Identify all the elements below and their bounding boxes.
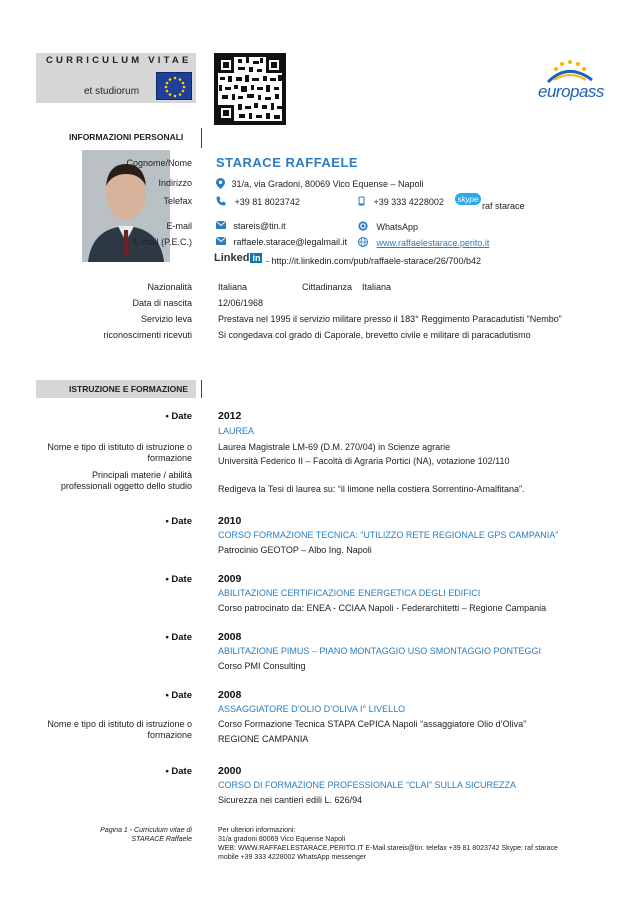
entry-year: 2000 [218,765,242,777]
entry-line: REGIONE CAMPANIA [218,734,309,744]
whatsapp-icon [358,221,368,234]
mobile-phone-icon [358,196,365,209]
label-nationality: Nazionalità [147,282,192,292]
email-value[interactable]: stareis@tin.it [233,221,286,231]
pec-value[interactable]: raffaele.starace@legalmail.it [233,237,348,247]
entry-line: Corso Formazione Tecnica STAPA CePICA Napoli “assaggiatore Olio d’Oliva” [218,719,527,729]
linkedin-url[interactable]: - http://it.linkedin.com/pub/raffaele-starace/26/700/b42 [266,256,481,266]
website-link[interactable]: www.raffaelestarace.perito.it [376,237,490,248]
footer-contact-info [218,826,628,862]
label-pec: E-mail (P.E.C.) [133,237,192,247]
footer-line: Per ulteriori informazioni: [218,827,296,834]
map-pin-icon [216,178,225,192]
footer-line: 31/a gradoni 80069 Vico Equense Napoli [218,836,346,843]
entry-year: 2008 [218,631,242,643]
whatsapp-row [358,221,418,234]
phone-row [216,196,300,209]
pec-row [216,237,347,248]
address-row [216,178,423,192]
label-awards: riconoscimenti ricevuti [103,330,192,340]
institution-label: Nome e tipo di istituto di istruzione o formazione [47,719,192,740]
divider [201,380,202,398]
qr-code-icon [214,53,286,125]
entry-title: CORSO FORMAZIONE TECNICA: “UTILIZZO RETE REGIONALE GPS CAMPANIA” [218,530,559,540]
entry-title: ASSAGGIATORE D’OLIO D’OLIVA I° LIVELLO [218,704,406,714]
email-row [216,221,286,232]
mobile-value: +39 333 4228002 [373,196,444,207]
linkedin-wordmark: Linked [214,252,250,264]
envelope-icon [216,237,226,248]
label-military: Servizio leva [140,314,192,324]
military-value: Prestava nel 1995 il servizio militare presso il 183° Reggimento Paracadutisti “Nembo” [218,314,562,324]
entry-year: 2009 [218,573,242,585]
eu-flag-icon [156,72,192,100]
entry-line: Università Federico II – Facoltà di Agraria Portici (NA), votazione 102/110 [218,456,510,466]
entry-line: Sicurezza nei cantieri edili L. 626/94 [218,795,363,805]
date-label: • Date [165,632,192,643]
skype-value: raf starace [482,201,525,211]
nationality-value: Italiana [218,282,248,292]
linkedin-logo [214,252,262,264]
entry-title: ABILITAZIONE PIMUS – PIANO MONTAGGIO USO SMONTAGGIO PONTEGGI [218,646,542,656]
institution-label: Nome e tipo di istituto di istruzione o formazione [47,442,192,463]
date-label: • Date [165,516,192,527]
linkedin-in-badge: in [252,253,261,263]
label-name: Cognome/Nome [126,158,192,168]
phone-icon [216,196,226,209]
birthdate-value: 12/06/1968 [218,298,264,308]
date-label: • Date [165,766,192,777]
website-row [358,237,489,250]
address-value: 31/a, via Gradoni, 80069 Vico Equense – Napoli [231,179,424,190]
whatsapp-value: WhatsApp [376,221,419,232]
label-email: E-mail [166,221,192,231]
label-phone: Telefax [163,196,192,206]
person-name: STARACE RAFFAELE [216,155,359,170]
skype-icon [455,192,481,211]
date-label: • Date [165,411,192,422]
footer-line: mobile +39 333 4228002 WhatsApp messenger [218,854,367,861]
globe-icon [358,237,368,250]
label-address: Indirizzo [158,178,192,188]
divider [201,128,202,148]
entry-year: 2010 [218,515,242,527]
entry-line: Laurea Magistrale LM-69 (D.M. 270/04) in Scienze agrarie [218,442,451,452]
entry-line: Corso patrocinato da: ENEA - CCIAA Napoli - Federarchitetti – Regione Campania [218,603,547,613]
footer-page-info: Pagina 1 - Curriculum vitae di STARACE Raffaele [100,827,192,843]
entry-year: 2012 [218,410,242,422]
date-label: • Date [165,574,192,585]
entry-title: ABILITAZIONE CERTIFICAZIONE ENERGETICA DEGLI EDIFICI [218,588,481,598]
europass-wordmark: europass [538,82,604,101]
europass-logo [532,58,604,106]
entry-line: Patrocinio GEOTOP – Albo Ing. Napoli [218,545,372,555]
svg-text:skype: skype [457,195,479,204]
entry-line: Corso PMI Consulting [218,661,306,671]
section-education-title: ISTRUZIONE E FORMAZIONE [36,380,196,398]
entry-title: CORSO DI FORMAZIONE PROFESSIONALE “CLAI” SULLA SICUREZZA [218,780,517,790]
cv-subtitle: et studiorum [84,86,140,97]
cv-title: CURRICULUM VITAE [46,55,192,66]
label-birthdate: Data di nascita [132,298,192,308]
citizenship-label: Cittadinanza [302,282,353,292]
entry-line: Redigeva la Tesi di laurea su: “il limone nella costiera Sorrentino-Amalfitana”. [218,484,525,494]
subjects-label: Principali materie / abilità professionali oggetto dello studio [60,470,192,491]
entry-year: 2008 [218,689,242,701]
footer-line: WEB: WWW.RAFFAELESTARACE.PERITO.IT E-Mail stareis@tin. telefax +39 81 8023742 Skype: raf starace [218,845,558,852]
mobile-row [358,196,444,209]
phone-value: +39 81 8023742 [234,196,300,207]
section-personal-title: INFORMAZIONI PERSONALI [69,132,184,142]
awards-value: Si congedava col grado di Caporale, brevetto civile e militare di paracadutismo [218,330,531,340]
envelope-icon [216,221,226,232]
date-label: • Date [165,690,192,701]
entry-title: LAUREA [218,426,255,436]
citizenship-value: Italiana [362,282,392,292]
